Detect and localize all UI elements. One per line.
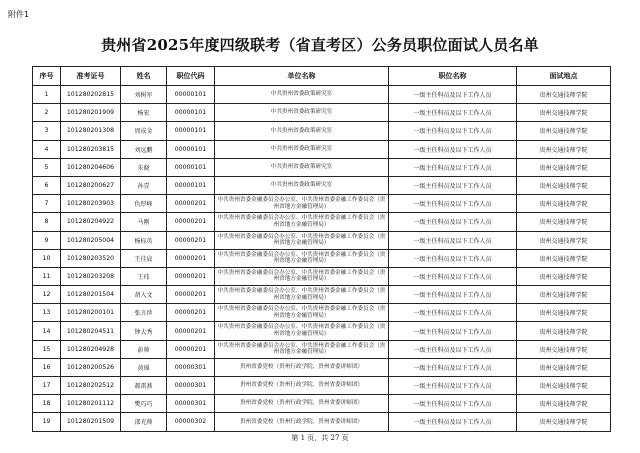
cell-position-code: 00000101: [167, 122, 215, 140]
cell-position: 一级主任科员及以下工作人员: [389, 413, 517, 431]
cell-ticket: 101280203208: [61, 267, 121, 285]
cell-index: 10: [33, 249, 61, 267]
attachment-label: 附件1: [8, 10, 30, 19]
cell-index: 12: [33, 286, 61, 304]
table-row: [33, 413, 611, 431]
table-row: [33, 104, 611, 122]
cell-position-code: 00000201: [167, 322, 215, 340]
table-row: [33, 249, 611, 267]
cell-unit: 中共贵州省委政策研究室: [215, 122, 389, 140]
cell-index: 4: [33, 140, 61, 158]
cell-location: 贵州交通技师学院: [517, 176, 611, 194]
cell-location: 贵州交通技师学院: [517, 413, 611, 431]
cell-index: 2: [33, 104, 61, 122]
cell-position-code: 00000302: [167, 413, 215, 431]
cell-name: 王玮: [121, 267, 167, 285]
cell-location: 贵州交通技师学院: [517, 322, 611, 340]
cell-location: 贵州交通技师学院: [517, 122, 611, 140]
cell-ticket: 101280202512: [61, 377, 121, 395]
cell-ticket: 101280204606: [61, 158, 121, 176]
cell-location: 贵州交通技师学院: [517, 104, 611, 122]
cell-index: 9: [33, 231, 61, 249]
cell-index: 8: [33, 213, 61, 231]
cell-position: 一级主任科员及以下工作人员: [389, 267, 517, 285]
cell-ticket: 101280201308: [61, 122, 121, 140]
cell-unit: 中共贵州省委政策研究室: [215, 104, 389, 122]
cell-ticket: 101280203520: [61, 249, 121, 267]
cell-location: 贵州交通技师学院: [517, 395, 611, 413]
cell-ticket: 101280201112: [61, 395, 121, 413]
cell-location: 贵州交通技师学院: [517, 304, 611, 322]
col-header-name: 姓名: [121, 67, 167, 86]
table-row: [33, 213, 611, 231]
cell-position: 一级主任科员及以下工作人员: [389, 104, 517, 122]
cell-position: 一级主任科员及以下工作人员: [389, 377, 517, 395]
cell-index: 11: [33, 267, 61, 285]
cell-name: 钟大秀: [121, 322, 167, 340]
cell-position-code: 00000101: [167, 104, 215, 122]
col-header-position: 职位名称: [389, 67, 517, 86]
cell-name: 朱晓: [121, 158, 167, 176]
cell-position: 一级主任科员及以下工作人员: [389, 304, 517, 322]
cell-ticket: 101280200627: [61, 176, 121, 194]
cell-position: 一级主任科员及以下工作人员: [389, 213, 517, 231]
cell-index: 7: [33, 195, 61, 213]
cell-position-code: 00000101: [167, 86, 215, 104]
cell-unit: 中共贵州省委政策研究室: [215, 158, 389, 176]
cell-ticket: 101280201504: [61, 286, 121, 304]
cell-unit: 贵州省委党校（贵州行政学院、贵州省委讲师团）: [215, 395, 389, 413]
cell-name: 刘远鹏: [121, 140, 167, 158]
cell-unit: 贵州省委党校（贵州行政学院、贵州省委讲师团）: [215, 377, 389, 395]
cell-location: 贵州交通技师学院: [517, 340, 611, 358]
cell-name: 杨标英: [121, 231, 167, 249]
candidate-table: [32, 66, 611, 432]
cell-ticket: 101280200101: [61, 304, 121, 322]
cell-position: 一级主任科员及以下工作人员: [389, 395, 517, 413]
cell-ticket: 101280200526: [61, 358, 121, 376]
cell-index: 5: [33, 158, 61, 176]
cell-name: 胡入文: [121, 286, 167, 304]
cell-position: 一级主任科员及以下工作人员: [389, 340, 517, 358]
cell-unit: 中共贵州省委金融委员会办公室、中共贵州省委金融工作委员会（贵州省地方金融管理局）: [215, 340, 389, 358]
cell-position: 一级主任科员及以下工作人员: [389, 249, 517, 267]
cell-name: 仇厚峰: [121, 195, 167, 213]
table-row: [33, 340, 611, 358]
page-title: 贵州省2025年度四级联考（省直考区）公务员职位面试人员名单: [101, 36, 539, 54]
cell-position: 一级主任科员及以下工作人员: [389, 358, 517, 376]
cell-ticket: 101280204928: [61, 340, 121, 358]
cell-position-code: 00000301: [167, 395, 215, 413]
table-body: [33, 86, 611, 432]
cell-location: 贵州交通技师学院: [517, 140, 611, 158]
cell-position-code: 00000301: [167, 377, 215, 395]
cell-ticket: 101280201509: [61, 413, 121, 431]
cell-position-code: 00000201: [167, 340, 215, 358]
cell-ticket: 101280202815: [61, 86, 121, 104]
cell-position: 一级主任科员及以下工作人员: [389, 86, 517, 104]
table-row: [33, 267, 611, 285]
cell-unit: 中共贵州省委金融委员会办公室、中共贵州省委金融工作委员会（贵州省地方金融管理局）: [215, 304, 389, 322]
cell-name: 邵光帅: [121, 413, 167, 431]
cell-location: 贵州交通技师学院: [517, 158, 611, 176]
cell-position-code: 00000201: [167, 267, 215, 285]
cell-location: 贵州交通技师学院: [517, 231, 611, 249]
cell-ticket: 101280204511: [61, 322, 121, 340]
cell-position: 一级主任科员及以下工作人员: [389, 140, 517, 158]
table-row: [33, 286, 611, 304]
cell-position: 一级主任科员及以下工作人员: [389, 231, 517, 249]
cell-unit: 贵州省委党校（贵州行政学院、贵州省委讲师团）: [215, 358, 389, 376]
cell-position: 一级主任科员及以下工作人员: [389, 176, 517, 194]
cell-name: 樊巧巧: [121, 395, 167, 413]
cell-name: 刘树军: [121, 86, 167, 104]
cell-position-code: 00000101: [167, 158, 215, 176]
table-row: [33, 231, 611, 249]
cell-index: 19: [33, 413, 61, 431]
cell-unit: 中共贵州省委政策研究室: [215, 176, 389, 194]
col-header-location: 面试地点: [517, 67, 611, 86]
cell-name: 孙壹: [121, 176, 167, 194]
cell-index: 13: [33, 304, 61, 322]
cell-index: 17: [33, 377, 61, 395]
cell-position: 一级主任科员及以下工作人员: [389, 322, 517, 340]
cell-unit: 贵州省委党校（贵州行政学院、贵州省委讲师团）: [215, 413, 389, 431]
cell-unit: 中共贵州省委金融委员会办公室、中共贵州省委金融工作委员会（贵州省地方金融管理局）: [215, 286, 389, 304]
col-header-unit: 单位名称: [215, 67, 389, 86]
cell-name: 周成金: [121, 122, 167, 140]
cell-ticket: 101280203815: [61, 140, 121, 158]
cell-index: 15: [33, 340, 61, 358]
table-row: [33, 304, 611, 322]
cell-name: 郝雷燕: [121, 377, 167, 395]
cell-ticket: 101280203903: [61, 195, 121, 213]
cell-index: 14: [33, 322, 61, 340]
table-row: [33, 395, 611, 413]
cell-position-code: 00000301: [167, 358, 215, 376]
cell-location: 贵州交通技师学院: [517, 267, 611, 285]
cell-ticket: 101280204922: [61, 213, 121, 231]
cell-position-code: 00000201: [167, 231, 215, 249]
cell-unit: 中共贵州省委金融委员会办公室、中共贵州省委金融工作委员会（贵州省地方金融管理局）: [215, 213, 389, 231]
table-row: [33, 140, 611, 158]
cell-name: 马刚: [121, 213, 167, 231]
cell-location: 贵州交通技师学院: [517, 213, 611, 231]
cell-ticket: 101280201909: [61, 104, 121, 122]
table-row: [33, 176, 611, 194]
cell-name: 杨宏: [121, 104, 167, 122]
cell-unit: 中共贵州省委金融委员会办公室、中共贵州省委金融工作委员会（贵州省地方金融管理局）: [215, 231, 389, 249]
table-header-row: [33, 67, 611, 86]
cell-unit: 中共贵州省委金融委员会办公室、中共贵州省委金融工作委员会（贵州省地方金融管理局）: [215, 195, 389, 213]
cell-index: 16: [33, 358, 61, 376]
table-row: [33, 86, 611, 104]
cell-index: 1: [33, 86, 61, 104]
col-header-ticket: 准考证号: [61, 67, 121, 86]
cell-name: 黄瑶: [121, 358, 167, 376]
cell-unit: 中共贵州省委金融委员会办公室、中共贵州省委金融工作委员会（贵州省地方金融管理局）: [215, 249, 389, 267]
cell-position: 一级主任科员及以下工作人员: [389, 195, 517, 213]
cell-position-code: 00000101: [167, 140, 215, 158]
cell-unit: 中共贵州省委政策研究室: [215, 140, 389, 158]
table-row: [33, 358, 611, 376]
cell-index: 6: [33, 176, 61, 194]
table-row: [33, 377, 611, 395]
table-row: [33, 322, 611, 340]
cell-position-code: 00000201: [167, 195, 215, 213]
cell-location: 贵州交通技师学院: [517, 377, 611, 395]
cell-position-code: 00000201: [167, 286, 215, 304]
cell-position: 一级主任科员及以下工作人员: [389, 286, 517, 304]
cell-name: 王佳宸: [121, 249, 167, 267]
cell-position-code: 00000201: [167, 304, 215, 322]
table-row: [33, 195, 611, 213]
cell-location: 贵州交通技师学院: [517, 358, 611, 376]
cell-position: 一级主任科员及以下工作人员: [389, 122, 517, 140]
cell-name: 彭帅: [121, 340, 167, 358]
cell-index: 18: [33, 395, 61, 413]
cell-name: 张言珍: [121, 304, 167, 322]
table-row: [33, 122, 611, 140]
cell-location: 贵州交通技师学院: [517, 86, 611, 104]
page-footer: 第 1 页，共 27 页: [291, 434, 349, 442]
cell-unit: 中共贵州省委政策研究室: [215, 86, 389, 104]
cell-ticket: 101280205004: [61, 231, 121, 249]
cell-position-code: 00000201: [167, 213, 215, 231]
cell-position: 一级主任科员及以下工作人员: [389, 158, 517, 176]
col-header-index: 序号: [33, 67, 61, 86]
cell-location: 贵州交通技师学院: [517, 195, 611, 213]
cell-index: 3: [33, 122, 61, 140]
cell-unit: 中共贵州省委金融委员会办公室、中共贵州省委金融工作委员会（贵州省地方金融管理局）: [215, 267, 389, 285]
cell-position-code: 00000201: [167, 249, 215, 267]
cell-location: 贵州交通技师学院: [517, 249, 611, 267]
cell-unit: 中共贵州省委金融委员会办公室、中共贵州省委金融工作委员会（贵州省地方金融管理局）: [215, 322, 389, 340]
cell-location: 贵州交通技师学院: [517, 286, 611, 304]
col-header-position-code: 职位代码: [167, 67, 215, 86]
table-row: [33, 158, 611, 176]
cell-position-code: 00000101: [167, 176, 215, 194]
